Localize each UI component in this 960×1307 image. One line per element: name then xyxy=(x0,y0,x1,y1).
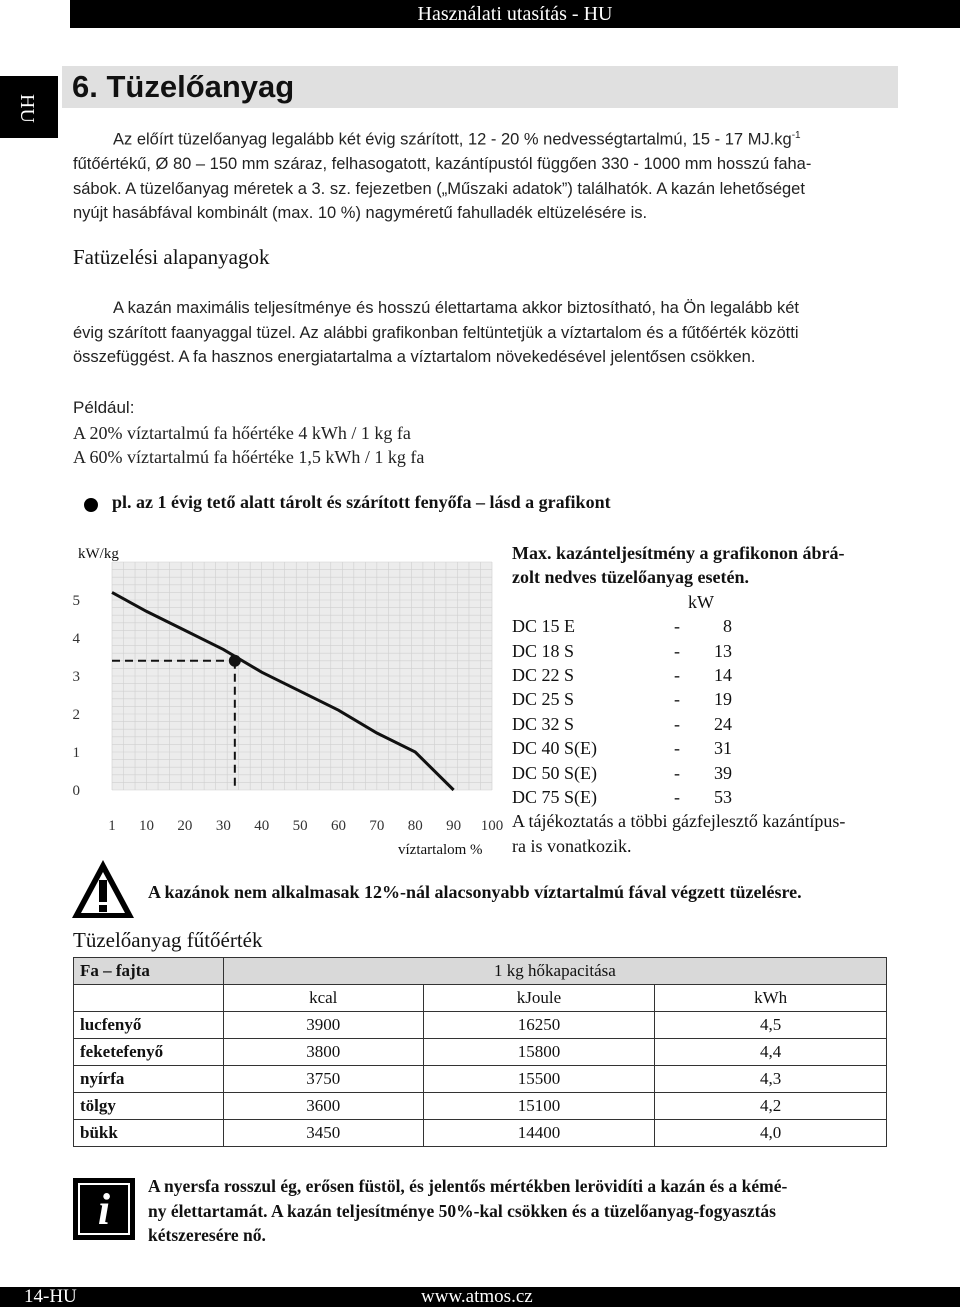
language-side-tab xyxy=(0,76,58,138)
boiler-heading-2: zolt nedves tüzelőanyag esetén. xyxy=(512,567,749,588)
boiler-row xyxy=(512,614,902,638)
info-icon: i xyxy=(73,1178,135,1240)
fuel-value-table xyxy=(73,957,887,1147)
example-line-1: A 20% víztartalmú fa hőértéke 4 kWh / 1 kg fa xyxy=(73,422,411,443)
chart-y-label: kW/kg xyxy=(78,546,119,562)
section1-line-2: évig szárított faanyaggal tüzel. Az alábbi grafikonban feltüntetjük a víztartalom és a fűtőérték közötti xyxy=(73,323,799,342)
boiler-dash: - xyxy=(674,762,680,783)
boiler-row xyxy=(512,712,902,736)
boiler-kw: 19 xyxy=(714,689,732,710)
side-tab-label: HU xyxy=(16,94,38,123)
website-link[interactable]: www.atmos.cz xyxy=(421,1286,533,1307)
fuel-table-title: Tüzelőanyag fűtőérték xyxy=(73,928,263,952)
boiler-unit: kW xyxy=(688,591,714,612)
section1-paragraph xyxy=(73,296,903,370)
info-line-2: ny élettartamát. A kazán teljesítménye 50%-kal csökken és a tüzelőanyag-fogyasztás xyxy=(148,1200,776,1221)
chapter-title: 6. Tüzelőanyag xyxy=(72,69,295,104)
boiler-kw: 31 xyxy=(714,738,732,759)
wood-name: lucfenyő xyxy=(74,1012,224,1039)
boiler-kw: 13 xyxy=(714,640,732,661)
moisture-chart xyxy=(60,540,504,860)
value-kjoule: 14400 xyxy=(423,1120,655,1147)
intro-line-2: fűtőértékű, Ø 80 – 150 mm száraz, felhasogatott, kazántípustól függően 330 - 1000 mm hosszú faha- xyxy=(73,155,812,173)
value-kwh: 4,0 xyxy=(655,1120,887,1147)
boiler-name: DC 50 S(E) xyxy=(512,762,597,783)
chart-grid xyxy=(112,562,492,790)
boiler-power-list xyxy=(512,541,902,858)
value-kwh: 4,4 xyxy=(655,1039,887,1066)
boiler-dash: - xyxy=(674,786,680,807)
boiler-heading-1: Max. kazánteljesítmény a grafikonon ábrá- xyxy=(512,543,845,563)
y-tick-label: 1 xyxy=(72,745,80,761)
col-wood-type: Fa – fajta xyxy=(74,958,224,985)
example-block xyxy=(73,396,424,470)
section-title-fuel-materials: Fatüzelési alapanyagok xyxy=(73,245,270,269)
boiler-name: DC 40 S(E) xyxy=(512,738,597,759)
value-kcal: 3900 xyxy=(223,1012,423,1039)
x-tick-label: 40 xyxy=(254,818,270,834)
wood-name: bükk xyxy=(74,1120,224,1147)
y-tick-label: 0 xyxy=(72,783,80,799)
boiler-name: DC 32 S xyxy=(512,713,575,734)
table-row xyxy=(74,1093,887,1120)
x-tick-label: 60 xyxy=(330,818,346,834)
boiler-note-1: A tájékoztatás a többi gázfejlesztő kazántípus- xyxy=(512,811,846,832)
boiler-name: DC 75 S(E) xyxy=(512,786,597,807)
intro-superscript: -1 xyxy=(791,130,801,141)
boiler-kw: 14 xyxy=(714,665,732,685)
boiler-row xyxy=(512,785,902,809)
x-tick-label: 10 xyxy=(139,818,155,834)
boiler-dash: - xyxy=(674,640,680,661)
example-line-2: A 60% víztartalmú fa hőértéke 1,5 kWh / 1 kg fa xyxy=(73,447,425,467)
value-kjoule: 15800 xyxy=(423,1039,655,1066)
boiler-dash: - xyxy=(674,616,680,637)
empty-cell xyxy=(74,985,224,1012)
value-kcal: 3450 xyxy=(223,1120,423,1147)
info-line-1: A nyersfa rosszul ég, erősen füstöl, és jelentős mértékben lerövidíti a kazán és a kémé- xyxy=(148,1176,788,1196)
x-tick-label: 20 xyxy=(177,818,193,834)
header-title: Használati utasítás - HU xyxy=(417,3,613,25)
unit-kjoule: kJoule xyxy=(423,985,655,1012)
warning-triangle-icon xyxy=(70,858,136,920)
boiler-dash: - xyxy=(674,713,680,734)
footer-bar xyxy=(0,1287,960,1307)
intro-line-3: sábok. A tüzelőanyag méretek a 3. sz. fejezetben („Műszaki adatok”) találhatók. A kazán lehetőséget xyxy=(73,179,805,198)
value-kcal: 3800 xyxy=(223,1039,423,1066)
value-kjoule: 15500 xyxy=(423,1066,655,1093)
info-line-3: kétszeresére nő. xyxy=(148,1225,266,1245)
boiler-dash: - xyxy=(674,665,680,685)
intro-paragraph xyxy=(73,124,903,226)
example-label: Például: xyxy=(73,398,135,417)
bullet-text: pl. az 1 évig tető alatt tárolt és szárított fenyőfa – lásd a grafikont xyxy=(112,492,611,512)
value-kcal: 3600 xyxy=(223,1093,423,1120)
intro-line-1: Az előírt tüzelőanyag legalább két évig szárított, 12 - 20 % nedvességtartalmú, 15 - 17 MJ.kg xyxy=(113,130,792,149)
boiler-row xyxy=(512,761,902,785)
boiler-row xyxy=(512,663,902,687)
info-paragraph xyxy=(148,1174,893,1248)
value-kwh: 4,3 xyxy=(655,1066,887,1093)
y-tick-label: 5 xyxy=(72,593,80,609)
value-kjoule: 15100 xyxy=(423,1093,655,1120)
boiler-dash: - xyxy=(674,689,680,710)
section1-line-3: összefüggést. A fa hasznos energiatartalma a víztartalom növekedésével jelentősen csökken. xyxy=(73,348,756,366)
bullet-dot-icon xyxy=(84,498,98,512)
boiler-kw: 24 xyxy=(714,713,732,734)
boiler-rows xyxy=(512,614,902,809)
boiler-kw: 8 xyxy=(723,616,732,637)
table-row xyxy=(74,1039,887,1066)
y-tick-label: 4 xyxy=(72,631,80,647)
boiler-note-2: ra is vonatkozik. xyxy=(512,835,632,856)
boiler-row xyxy=(512,639,902,663)
y-tick-label: 2 xyxy=(72,707,80,723)
intro-line-4: nyújt hasábfával kombinált (max. 10 %) nagyméretű fahulladék eltüzelésére is. xyxy=(73,204,648,222)
unit-kwh: kWh xyxy=(655,985,887,1012)
value-kcal: 3750 xyxy=(223,1066,423,1093)
x-tick-label: 30 xyxy=(215,818,231,834)
x-tick-label: 1 xyxy=(108,818,116,834)
wood-name: tölgy xyxy=(74,1093,224,1120)
wood-name: feketefenyő xyxy=(74,1039,224,1066)
boiler-name: DC 25 S xyxy=(512,689,575,710)
header-bar xyxy=(70,0,960,28)
x-tick-label: 90 xyxy=(446,818,462,834)
x-tick-label: 50 xyxy=(292,818,308,834)
page-number: 14-HU xyxy=(24,1286,77,1307)
value-kwh: 4,2 xyxy=(655,1093,887,1120)
wood-name: nyírfa xyxy=(74,1066,224,1093)
table-row xyxy=(74,1066,887,1093)
x-tick-label: 100 xyxy=(480,818,504,834)
x-tick-label: 70 xyxy=(369,818,385,834)
col-heat-capacity: 1 kg hőkapacitása xyxy=(223,958,886,985)
value-kwh: 4,5 xyxy=(655,1012,887,1039)
y-tick-label: 3 xyxy=(72,669,80,685)
boiler-row xyxy=(512,736,902,760)
table-header-row xyxy=(74,958,887,985)
boiler-kw: 53 xyxy=(714,786,732,807)
boiler-row xyxy=(512,687,902,711)
boiler-kw: 39 xyxy=(714,762,732,783)
unit-kcal: kcal xyxy=(223,985,423,1012)
data-marker-point xyxy=(229,655,241,667)
table-row xyxy=(74,1120,887,1147)
boiler-dash: - xyxy=(674,738,680,759)
value-kjoule: 16250 xyxy=(423,1012,655,1039)
warning-text: A kazánok nem alkalmasak 12%-nál alacsonyabb víztartalmú fával végzett tüzelésre. xyxy=(148,882,802,902)
table-units-row xyxy=(74,985,887,1012)
chart-x-label: víztartalom % xyxy=(398,842,483,858)
x-tick-label: 80 xyxy=(407,818,423,834)
table-row xyxy=(74,1012,887,1039)
boiler-name: DC 15 E xyxy=(512,616,575,637)
section1-line-1: A kazán maximális teljesítménye és hosszú élettartama akkor biztosítható, ha Ön legalább két xyxy=(113,299,800,317)
boiler-name: DC 18 S xyxy=(512,640,575,661)
boiler-name: DC 22 S xyxy=(512,665,575,685)
